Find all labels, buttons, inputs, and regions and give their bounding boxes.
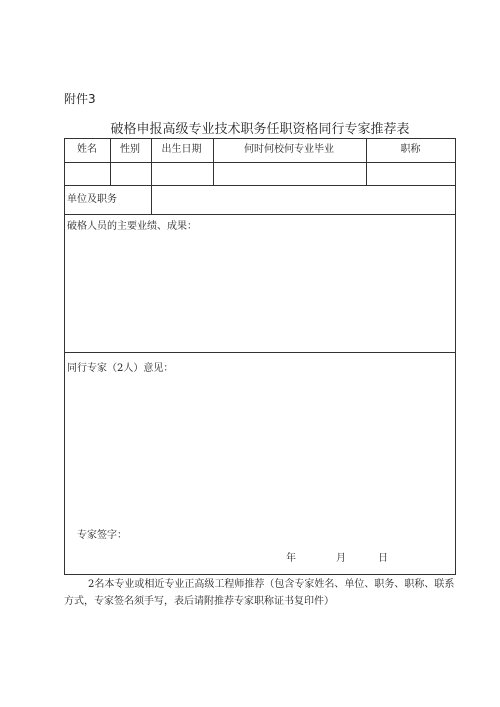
footnote: 2名本专业或相近专业正高级工程师推荐（包含专家姓名、单位、职务、职称、联系方式，专家签名须手写，表后请附推荐专家职称证书复印件）: [64, 579, 455, 607]
attachment-label: 附件3: [64, 92, 96, 106]
input-gender[interactable]: [110, 162, 150, 184]
unit-label: 单位及职务: [67, 194, 117, 205]
input-name[interactable]: [65, 162, 109, 184]
input-birthdate[interactable]: [151, 162, 212, 184]
input-unit[interactable]: [151, 186, 455, 213]
achievements-label: 破格人员的主要业绩、成果：: [67, 221, 197, 232]
form-title: 破格申报高级专业技术职务任职资格同行专家推荐表: [110, 122, 410, 137]
input-title[interactable]: [366, 162, 455, 184]
header-graduation: 何时何校何专业毕业: [244, 144, 334, 155]
opinion-label: 同行专家（2人）意见：: [67, 363, 174, 374]
header-gender: 性别: [120, 144, 140, 155]
achievements-area[interactable]: [65, 236, 455, 350]
header-name: 姓名: [77, 144, 97, 155]
header-birthdate: 出生日期: [161, 144, 202, 155]
input-graduation[interactable]: [213, 162, 365, 184]
date-year: 年: [286, 553, 296, 564]
date-day: 日: [378, 553, 388, 564]
date-month: 月: [336, 553, 346, 564]
row-divider: [65, 214, 455, 215]
signature-label: 专家签字：: [77, 530, 127, 541]
header-title: 职称: [400, 144, 421, 155]
row-divider: [65, 352, 455, 353]
opinion-area[interactable]: [65, 378, 455, 518]
